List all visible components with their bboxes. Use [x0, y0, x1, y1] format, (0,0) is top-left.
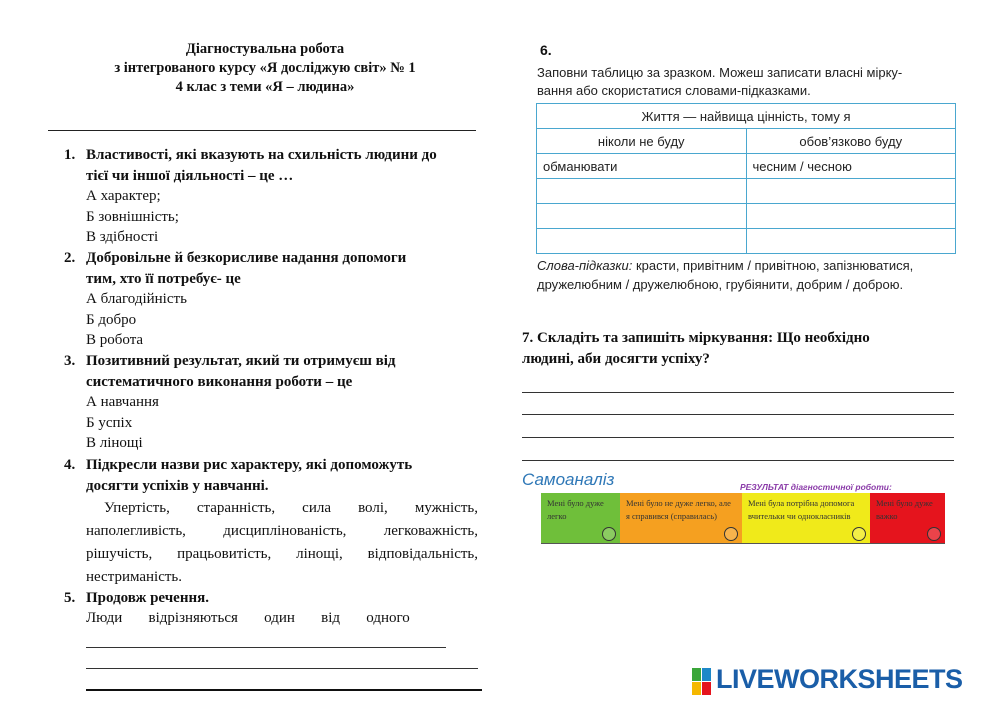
scale-cell-hard	[870, 493, 945, 543]
worksheet-title	[50, 40, 480, 97]
hints-line-2: дружелюбним / дружелюбною, грубіянити, добрим / доброю.	[537, 277, 904, 292]
title-line-1: Діагностувальна робота	[185, 41, 345, 57]
traits-line-2[interactable]: наполегливість, дисциплінованість, легковажність,	[86, 523, 478, 539]
option-b[interactable]: Б успіх	[86, 414, 133, 431]
traits-line-3[interactable]: рішучість, працьовитість, лінощі, відповідальність,	[86, 546, 478, 562]
question-4-traits	[86, 497, 478, 589]
select-circle[interactable]	[602, 527, 616, 541]
self-assessment-scale	[541, 493, 945, 544]
question-3	[64, 351, 484, 392]
select-circle[interactable]	[927, 527, 941, 541]
question-5-title: Продовж речення.	[86, 590, 209, 606]
table-title: Життя — найвища цінність, тому я	[537, 104, 956, 129]
instr-line-2: вання або скористатися словами-підказками.	[537, 83, 811, 98]
select-circle[interactable]	[852, 527, 866, 541]
column-header-always: обов’язково буду	[746, 129, 956, 154]
question-1	[64, 145, 484, 186]
option-c[interactable]: В лінощі	[86, 435, 143, 451]
answer-line[interactable]	[522, 460, 954, 461]
option-a[interactable]: А характер;	[86, 188, 161, 204]
question-7	[522, 328, 962, 369]
option-a[interactable]: А навчання	[86, 394, 159, 410]
instr-line-1: Заповни таблицю за зразком. Можеш записати власні мірку-	[537, 65, 903, 80]
answer-line[interactable]	[86, 647, 446, 648]
question-1-options	[86, 186, 179, 248]
answer-line[interactable]	[522, 437, 954, 438]
question-2-line-2: тим, хто її потребує- це	[86, 270, 241, 287]
question-7-line-1: 7. Складіть та запишіть міркування: Що необхідно	[522, 330, 870, 346]
question-5-number: 5.	[64, 590, 76, 606]
question-5-sentence: Люди відрізняються один від одного	[86, 610, 410, 626]
self-analysis-title: Самоаналіз	[522, 470, 615, 489]
table-cell-input[interactable]	[746, 204, 956, 229]
question-4	[64, 455, 484, 496]
table-cell: чесним / чесною	[746, 154, 956, 179]
answer-line[interactable]	[86, 668, 478, 669]
word-hints	[537, 256, 967, 294]
table-cell-input[interactable]	[746, 229, 956, 254]
scale-cell-needed-help	[742, 493, 870, 543]
column-header-never: ніколи не буду	[537, 129, 747, 154]
answer-line[interactable]	[522, 392, 954, 393]
liveworksheets-logo-icon	[692, 668, 712, 696]
question-2	[64, 248, 484, 289]
values-table	[536, 103, 956, 254]
table-cell-input[interactable]	[746, 179, 956, 204]
title-line-3: 4 клас з теми «Я – людина»	[175, 79, 355, 95]
question-4-number: 4.	[64, 457, 76, 473]
option-c[interactable]: В здібності	[86, 229, 159, 245]
question-6-instructions	[537, 64, 957, 100]
question-1-line-2: тієї чи іншої діяльності – це …	[86, 167, 294, 184]
title-line-2: з інтегрованого курсу «Я досліджую світ» № 1	[114, 60, 416, 76]
question-4-line-1: Підкресли назви рис характеру, які допоможуть	[86, 457, 413, 473]
traits-line-4[interactable]: нестриманість.	[86, 569, 183, 585]
option-c[interactable]: В робота	[86, 332, 144, 348]
question-4-line-2: досягти успіхів у навчанні.	[86, 477, 269, 494]
question-3-options	[86, 392, 159, 454]
answer-line[interactable]	[86, 689, 482, 691]
hints-label: Слова-підказки:	[537, 258, 633, 273]
answer-line[interactable]	[522, 414, 954, 415]
option-a[interactable]: А благодійність	[86, 291, 187, 307]
traits-line-1[interactable]: Упертість, старанність, сила волі, мужність,	[104, 500, 478, 516]
question-2-line-1: Добровільне й безкорисливе надання допомоги	[86, 250, 407, 266]
question-5	[64, 588, 209, 609]
hints-line-1: красти, привітним / привітною, запізнюватися,	[632, 258, 914, 273]
question-1-number: 1.	[64, 147, 76, 163]
liveworksheets-brand: LIVEWORKSHEETS	[716, 664, 963, 694]
scale-cell-easy	[541, 493, 620, 543]
table-cell-input[interactable]	[537, 204, 747, 229]
question-3-line-1: Позитивний результат, який ти отримуєш від	[86, 353, 396, 369]
values-table-wrapper	[536, 103, 956, 254]
question-2-number: 2.	[64, 250, 76, 266]
result-label: РЕЗУЛЬТАТ діагностичної роботи:	[740, 482, 892, 492]
scale-cell-text: Мені було не дуже легко, але я справився (справилась)	[626, 498, 731, 521]
select-circle[interactable]	[724, 527, 738, 541]
option-b[interactable]: Б добро	[86, 311, 137, 328]
scale-cell-text: Мені було дуже важко	[876, 498, 933, 521]
scale-cell-text: Мені було дуже легко	[547, 498, 604, 521]
question-3-number: 3.	[64, 353, 76, 369]
question-7-line-2: людині, аби досягти успіху?	[522, 350, 710, 367]
question-3-line-2: систематичного виконання роботи – це	[86, 373, 353, 390]
table-cell-input[interactable]	[537, 229, 747, 254]
question-6-number: 6.	[540, 42, 552, 58]
table-cell: обманювати	[537, 154, 747, 179]
scale-cell-not-easy	[620, 493, 742, 543]
scale-cell-text: Мені була потрібна допомога вчительки чи однокласників	[748, 498, 855, 521]
question-2-options	[86, 289, 187, 351]
option-b[interactable]: Б зовнішність;	[86, 208, 179, 225]
question-1-line-1: Властивості, які вказують на схильність людини до	[86, 147, 437, 163]
table-cell-input[interactable]	[537, 179, 747, 204]
header-divider	[48, 130, 476, 131]
